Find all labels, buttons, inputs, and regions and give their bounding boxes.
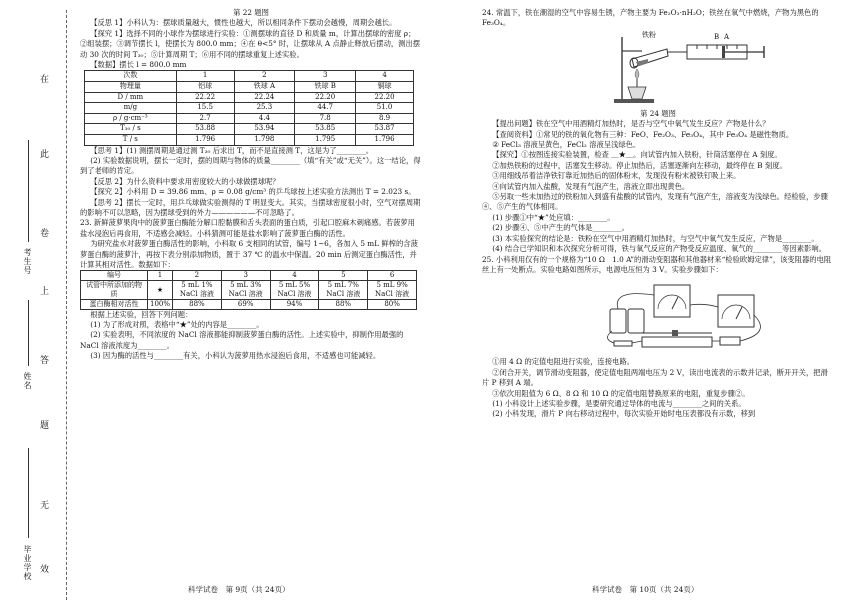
seal-dashed-line [66, 10, 67, 600]
name-line [28, 300, 29, 366]
thinking-1-q1: 【思考 1】(1) 测摆周期是通过测 T₃₀ 后求出 T，而不是直接测 T，这是为了________。 [90, 145, 374, 155]
table-cell: 44.7 [295, 103, 356, 114]
table-cell: 1.795 [295, 135, 356, 146]
figure-caption-22: 第 22 题图 [233, 8, 269, 17]
question-24-step-5: ⑤另取一些未加热过的铁粉加入到盛有盐酸的试管内，发现有气泡产生，溶液变为浅绿色。经检验，步骤④、⑤产生的气体相同。 [482, 192, 828, 212]
table-cell: 53.94 [234, 124, 295, 135]
table-cell: 22.20 [295, 92, 356, 103]
seal-word: 卷 [40, 229, 50, 239]
table-cell: 80% [368, 299, 417, 309]
table-cell: 2 [173, 271, 222, 281]
school-line [28, 448, 29, 538]
table-cell: 4 [270, 271, 319, 281]
question-24-part-2: (2) 步骤④、⑤中产生的气体是________。 [492, 223, 629, 233]
question-24-part-3: (3) 本实验探究的结论是：铁粉在空气中用酒精灯加热时，与空气中氧气发生反应，产物是________。 [492, 233, 819, 243]
scale-mark-b: B [714, 32, 720, 41]
seal-word: 效 [40, 565, 50, 575]
table-cell: 88% [319, 299, 368, 309]
question-23-part-2: (2) 实验表明，不同浓度的 NaCl 溶液都能抑制菠萝蛋白酶的活性。上述实验中，抑制作用最强的 NaCl 溶液浓度为________。 [80, 330, 404, 350]
table-cell: 1 [148, 271, 173, 281]
table-cell: 蛋白酶相对活性 [81, 299, 148, 309]
table-cell: 1.798 [234, 135, 295, 146]
pendulum-table [84, 70, 414, 145]
table-row [85, 113, 414, 124]
table-cell: 物理量 [85, 82, 177, 93]
inquiry-1: 【探究 1】选择不同的小球作为摆球进行实验：①测摆球的直径 D 和质量 m，计算出摆球的密度 ρ；②组装摆；③调节摆长 l，使摆长为 800.0 mm；④在 θ<5° 时，让摆球从 A 点静止释放后摆动，测出摆动 30 次的时间 T₃₀；⑤计算周期 T；⑥用不同的摆球重复上述实验。 [80, 28, 421, 59]
table-cell: 次数 [85, 71, 177, 82]
table-cell: 8.9 [356, 113, 414, 124]
table-row [85, 124, 414, 135]
table-cell: 铝球 [176, 82, 234, 93]
table-cell: 4.4 [234, 113, 295, 124]
examinee-number-line [28, 140, 29, 242]
binding-margin [0, 0, 78, 607]
seal-word: 无 [40, 501, 50, 511]
table-cell: 53.87 [356, 124, 414, 135]
question-25-step-1: ①用 4 Ω 的定值电阻进行实验，连接电路。 [492, 357, 634, 367]
table-cell: 4 [356, 71, 414, 82]
table-cell: 3 [295, 71, 356, 82]
right-column [482, 8, 834, 420]
iron-heating-apparatus-icon [482, 29, 834, 109]
question-24-info-2: ② FeCl₃ 溶液呈黄色，FeCl₂ 溶液呈浅绿色。 [492, 140, 641, 150]
table-cell: 7.8 [295, 113, 356, 124]
table-cell: 5 mL 1% NaCl 溶液 [173, 281, 222, 300]
question-23-part-1: (1) 为了形成对照，表格中“★”处的内容是________。 [90, 320, 264, 330]
question-24-part-1: (1) 步骤①中“★”处应填：________。 [492, 212, 615, 222]
question-25-step-2: ②闭合开关，调节滑动变阻器，使定值电阻两端电压为 2 V，读出电流表的示数并记录，断开开关，把滑片 P 移到 A 端。 [482, 367, 828, 388]
question-23-prompt: 根据上述实验，回答下列问题： [90, 309, 193, 319]
table-row [81, 271, 417, 281]
table-cell: 5 mL 3% NaCl 溶液 [221, 281, 270, 300]
reflection-1: 【反思 1】小科认为：摆球质量越大，惯性也越大，所以相同条件下摆动会越慢，周期会越长。 [90, 18, 397, 28]
table-cell: 88% [173, 299, 222, 309]
inquiry-2: 【探究 2】小科用 D = 39.86 mm、ρ = 0.08 g/cm³ 的乒乓球按上述实验方法测出 T = 2.023 s。 [90, 187, 416, 197]
seal-word: 上 [40, 287, 50, 297]
figure-24 [482, 29, 834, 109]
page-footer-left: 科学试卷 第 9页（共 24页） [188, 585, 290, 594]
table-cell: T / s [85, 135, 177, 146]
table-cell: T₃₀ / s [85, 124, 177, 135]
table-cell: 铁球 B [295, 82, 356, 93]
table-cell: 1.796 [176, 135, 234, 146]
name-label: 姓名 [23, 372, 32, 390]
table-row [85, 71, 414, 82]
figure-25 [482, 275, 834, 357]
table-cell: 22.24 [234, 92, 295, 103]
page-footer-right: 科学试卷 第 10页（共 24页） [592, 585, 699, 594]
table-cell: 5 [319, 271, 368, 281]
question-24-part-4: (4) 结合已学知识和本次探究分析可得，铁与氧气反应的产物受反应温度、氧气的________等因素影响。 [492, 244, 826, 254]
question-24-problem: 【提出问题】铁在空气中用酒精灯加热时，是否与空气中氧气发生反应？产物是什么？ [492, 119, 770, 129]
examinee-number-label: 考生号 [23, 248, 32, 275]
question-25-part-1: (1) 小科设计上述实验步骤，是要研究通过导体的电流与________之间的关系。 [492, 398, 746, 408]
table-row [85, 82, 414, 93]
figure-caption-24: 第 24 题图 [640, 108, 676, 118]
seal-word: 在 [40, 75, 50, 85]
table-cell: m/g [85, 103, 177, 114]
table-cell: 1.796 [356, 135, 414, 146]
table-cell: 25.3 [234, 103, 295, 114]
table-row [81, 281, 417, 300]
table-cell: 5 mL 7% NaCl 溶液 [319, 281, 368, 300]
table-cell: 2 [234, 71, 295, 82]
scale-mark-a: A [724, 32, 730, 41]
table-cell: 编号 [81, 271, 148, 281]
seal-word: 题 [40, 421, 50, 431]
thinking-1-q2: (2) 实验数据说明，摆长一定时，摆的周期与物体的质量________（填“有关”或“无关”）。这一结论，得到了老师的肯定。 [80, 156, 421, 176]
table-cell: 试管中所添加的物质 [81, 281, 148, 300]
table-cell: 2.7 [176, 113, 234, 124]
question-25-intro: 25. 小科利用仅有的一个规格为“10 Ω 1.0 A”的滑动变阻器和其他器材来“检验欧姆定律”，该变阻器的电阻丝上有一处断点。实验电路如图所示，电源电压恒为 3 V。实验步骤如下： [482, 254, 832, 274]
question-25-part-2: (2) 小科发现，滑片 P 向右移动过程中，每次实验开始时电压表都没有示数，移到 [492, 409, 756, 419]
table-cell: 94% [270, 299, 319, 309]
table-cell: D / mm [85, 92, 177, 103]
question-24-step-3: ③用细线吊着洁净铁钉靠近加热后的固体粉末，发现没有粉末被铁钉吸上来。 [492, 171, 741, 181]
question-24-step-1: 【探究】①按图连接实验装置，检查 ＿★＿。向试管内加入铁粉，针筒活塞停在 A 刻度。 [492, 150, 782, 160]
table-cell: 铜球 [356, 82, 414, 93]
table-cell: ★ [148, 281, 173, 300]
table-row [85, 135, 414, 146]
school-label: 毕业学校 [23, 545, 32, 581]
seal-word: 答 [40, 356, 50, 366]
question-24-intro: 24. 常温下，铁在潮湿的空气中容易生锈，产物主要为 Fe₂O₃·nH₂O；铁丝在氧气中燃烧，产物为黑色的 Fe₃O₄。 [482, 8, 819, 28]
table-cell: 1 [176, 71, 234, 82]
question-23-part-3: (3) 因为酶的活性与________有关，小科认为菠萝用热水浸泡后食用，不适感也可能减轻。 [90, 351, 381, 361]
iron-powder-label: 铁粉 [642, 30, 656, 39]
reflection-2: 【反思 2】为什么资料中要求用密度较大的小球做摆球呢？ [90, 176, 280, 186]
seal-word: 此 [40, 150, 50, 160]
table-cell: 15.5 [176, 103, 234, 114]
question-23-method: 为研究盐水对菠萝蛋白酶活性的影响，小科取 6 支相同的试管，编号 1~6，各加入 5 mL 鲜榨的含菠萝蛋白酶的菠萝汁，再按下表分别添加物质，置于 37 ℃ 的温水中保温。20 min 后测定蛋白酶活性，并计算其相对活性。数据如下： [80, 239, 418, 270]
table-cell: 22.22 [176, 92, 234, 103]
question-24-step-2: ②加热铁粉的过程中，活塞发生移动。停止加热后，活塞逐渐向左移动，最终停在 B 刻度。 [492, 160, 787, 170]
question-23-intro: 23. 新鲜菠萝果肉中的菠萝蛋白酶能分解口腔黏膜和舌头表面的蛋白质，引起口腔麻木刺痛感。若菠萝用盐水浸泡后再食用，不适感会减轻。小科猜测可能是盐水影响了菠萝蛋白酶的活性。 [80, 218, 415, 238]
table-row [85, 103, 414, 114]
table-cell: 69% [221, 299, 270, 309]
thinking-2: 【思考 2】摆长一定时，用乒乓球做实验测得的 T 明显变大。其实，当摆球密度很小时，空气对摆周期的影响不可以忽略，因为摆球受到的外力——————不可忽略了。 [80, 197, 421, 218]
table-cell: 51.0 [356, 103, 414, 114]
table-row [85, 92, 414, 103]
question-25-step-3: ③依次用阻值为 6 Ω、8 Ω 和 10 Ω 的定值电阻替换原来的电阻，重复步骤②。 [492, 388, 750, 398]
table-cell: ρ / g·cm⁻³ [85, 113, 177, 124]
circuit-apparatus-icon [482, 275, 834, 357]
table-cell: 22.20 [356, 92, 414, 103]
table-cell: 53.85 [295, 124, 356, 135]
table-cell: 5 mL 9% NaCl 溶液 [368, 281, 417, 300]
table-cell: 6 [368, 271, 417, 281]
question-24-info-1: 【查阅资料】①常见的铁的氧化物有三种：FeO、Fe₂O₃、Fe₃O₄，其中 Fe₃O₄ 是磁性物质。 [492, 129, 794, 139]
left-column [80, 8, 422, 362]
table-cell: 53.88 [176, 124, 234, 135]
table-cell: 5 mL 5% NaCl 溶液 [270, 281, 319, 300]
table-row [81, 299, 417, 309]
table-cell: 100% [148, 299, 173, 309]
table-cell: 3 [221, 271, 270, 281]
table-cell: 铁球 A [234, 82, 295, 93]
question-24-step-4: ④向试管内加入盐酸，发现有气泡产生，溶液立即出现黄色。 [492, 181, 690, 191]
enzyme-table [80, 270, 417, 309]
data-heading: 【数据】摆长 l = 800.0 mm [90, 60, 187, 70]
